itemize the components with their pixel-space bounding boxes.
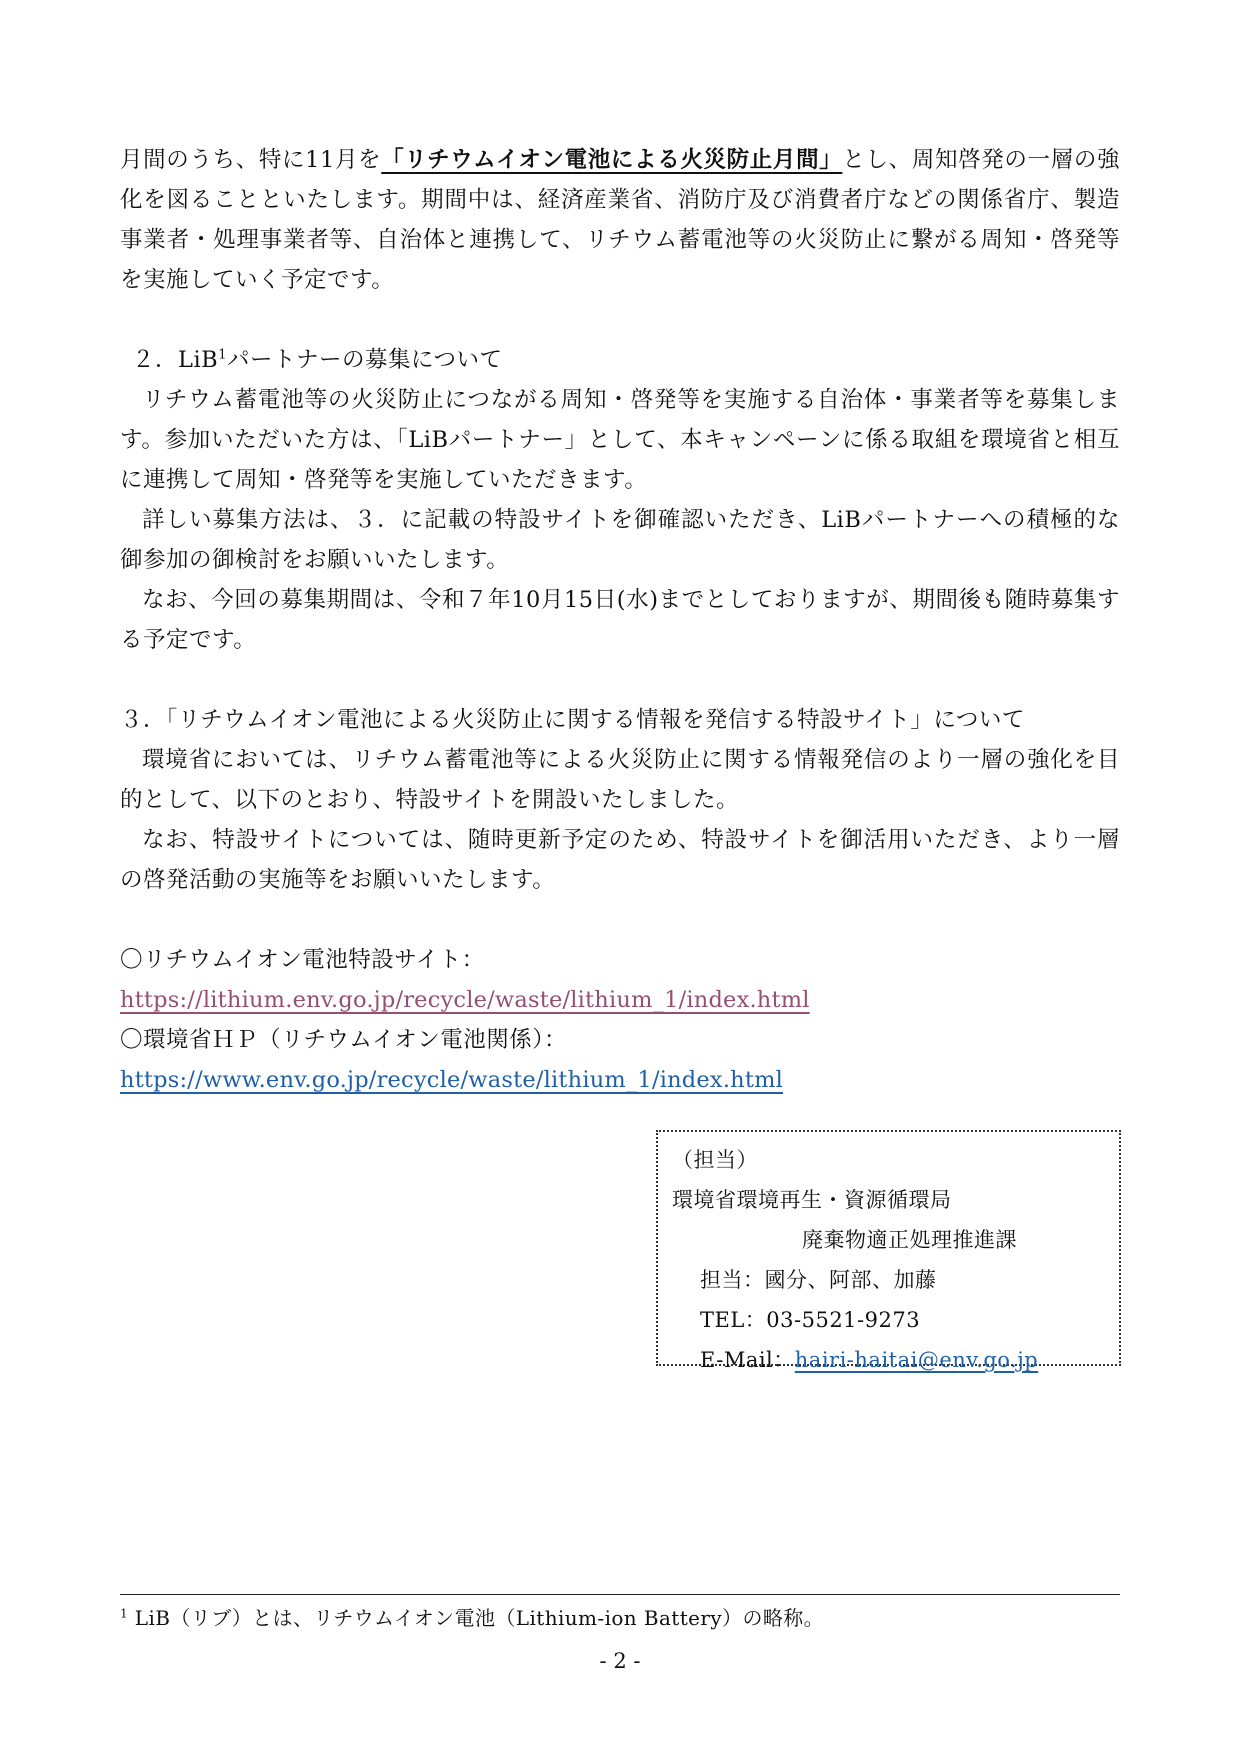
- contact-title: （担当）: [672, 1148, 758, 1172]
- section-2-paragraph-2: 詳しい募集方法は、３．に記載の特設サイトを御確認いただき、LiBパートナーへの積極的な御参加の御検討をお願いいたします。: [120, 507, 1120, 573]
- moe-hp-label: 〇環境省ＨＰ（リチウムイオン電池関係）：: [120, 1027, 567, 1053]
- moe-hp-link[interactable]: https://www.env.go.jp/recycle/waste/lithium_1/index.html: [120, 1067, 784, 1093]
- intro-text-after: とし、周知啓発の一層の強化を図ることといたします。期間中は、経済産業省、消防庁及び消費者庁などの関係省庁、製造事業者・処理事業者等、自治体と連携して、リチウム蓄電池等の火災防止に繋がる周知・啓発等を実施していく予定です。: [120, 147, 1120, 293]
- footnote-text: LiB（リブ）とは、リチウムイオン電池（Lithium-ion Battery）の略称。: [128, 1606, 825, 1630]
- section-2-heading: [120, 340, 1120, 380]
- contact-bureau: 環境省環境再生・資源循環局: [672, 1188, 952, 1212]
- contact-tel: TEL：03-5521-9273: [700, 1308, 921, 1332]
- contact-box: [656, 1130, 1121, 1372]
- page-number: - 2 -: [599, 1649, 641, 1673]
- contact-division: 廃棄物適正処理推進課: [802, 1228, 1017, 1252]
- section-2-heading-prefix: ２．LiB: [132, 347, 219, 373]
- section-3-paragraph-2: なお、特設サイトについては、随時更新予定のため、特設サイトを御活用いただき、より一層の啓発活動の実施等をお願いいたします。: [120, 827, 1120, 893]
- section-3-heading: ３．「リチウムイオン電池による火災防止に関する情報を発信する特設サイト」について: [120, 707, 1025, 733]
- contact-email-line: [672, 1340, 1105, 1380]
- footnote-marker: 1: [120, 1606, 129, 1621]
- footnote-divider: [120, 1594, 1120, 1595]
- campaign-month-title: 「リチウムイオン電池による火災防止月間」: [381, 147, 843, 173]
- footnote-reference[interactable]: 1: [218, 347, 227, 363]
- spacer: [120, 900, 1120, 940]
- document-body: [120, 140, 1120, 1100]
- section-3-paragraph-1: 環境省においては、リチウム蓄電池等による火災防止に関する情報発信のより一層の強化を目的として、以下のとおり、特設サイトを開設いたしました。: [120, 747, 1120, 813]
- contact-persons: 担当：國分、阿部、加藤: [700, 1268, 937, 1292]
- section-2-paragraph-3: なお、今回の募集期間は、令和７年10月15日(水)までとしておりますが、期間後も随時募集する予定です。: [120, 587, 1120, 653]
- footnote: [120, 1604, 824, 1632]
- section-2-heading-suffix: パートナーの募集について: [226, 347, 503, 373]
- contact-email-label: E-Mail：: [700, 1348, 795, 1372]
- spacer: [120, 660, 1120, 700]
- intro-text-before: 月間のうち、特に11月を: [120, 147, 382, 173]
- special-site-label: 〇リチウムイオン電池特設サイト：: [120, 947, 485, 973]
- special-site-link[interactable]: https://lithium.env.go.jp/recycle/waste/lithium_1/index.html: [120, 987, 810, 1013]
- section-2-paragraph-1: リチウム蓄電池等の火災防止につながる周知・啓発等を実施する自治体・事業者等を募集します。参加いただいた方は、「LiBパートナー」として、本キャンペーンに係る取組を環境省と相互に連携して周知・啓発等を実施していただきます。: [120, 387, 1120, 493]
- intro-paragraph: [120, 140, 1120, 300]
- spacer: [120, 300, 1120, 340]
- contact-email-link[interactable]: hairi-haitai@env.go.jp: [794, 1348, 1039, 1372]
